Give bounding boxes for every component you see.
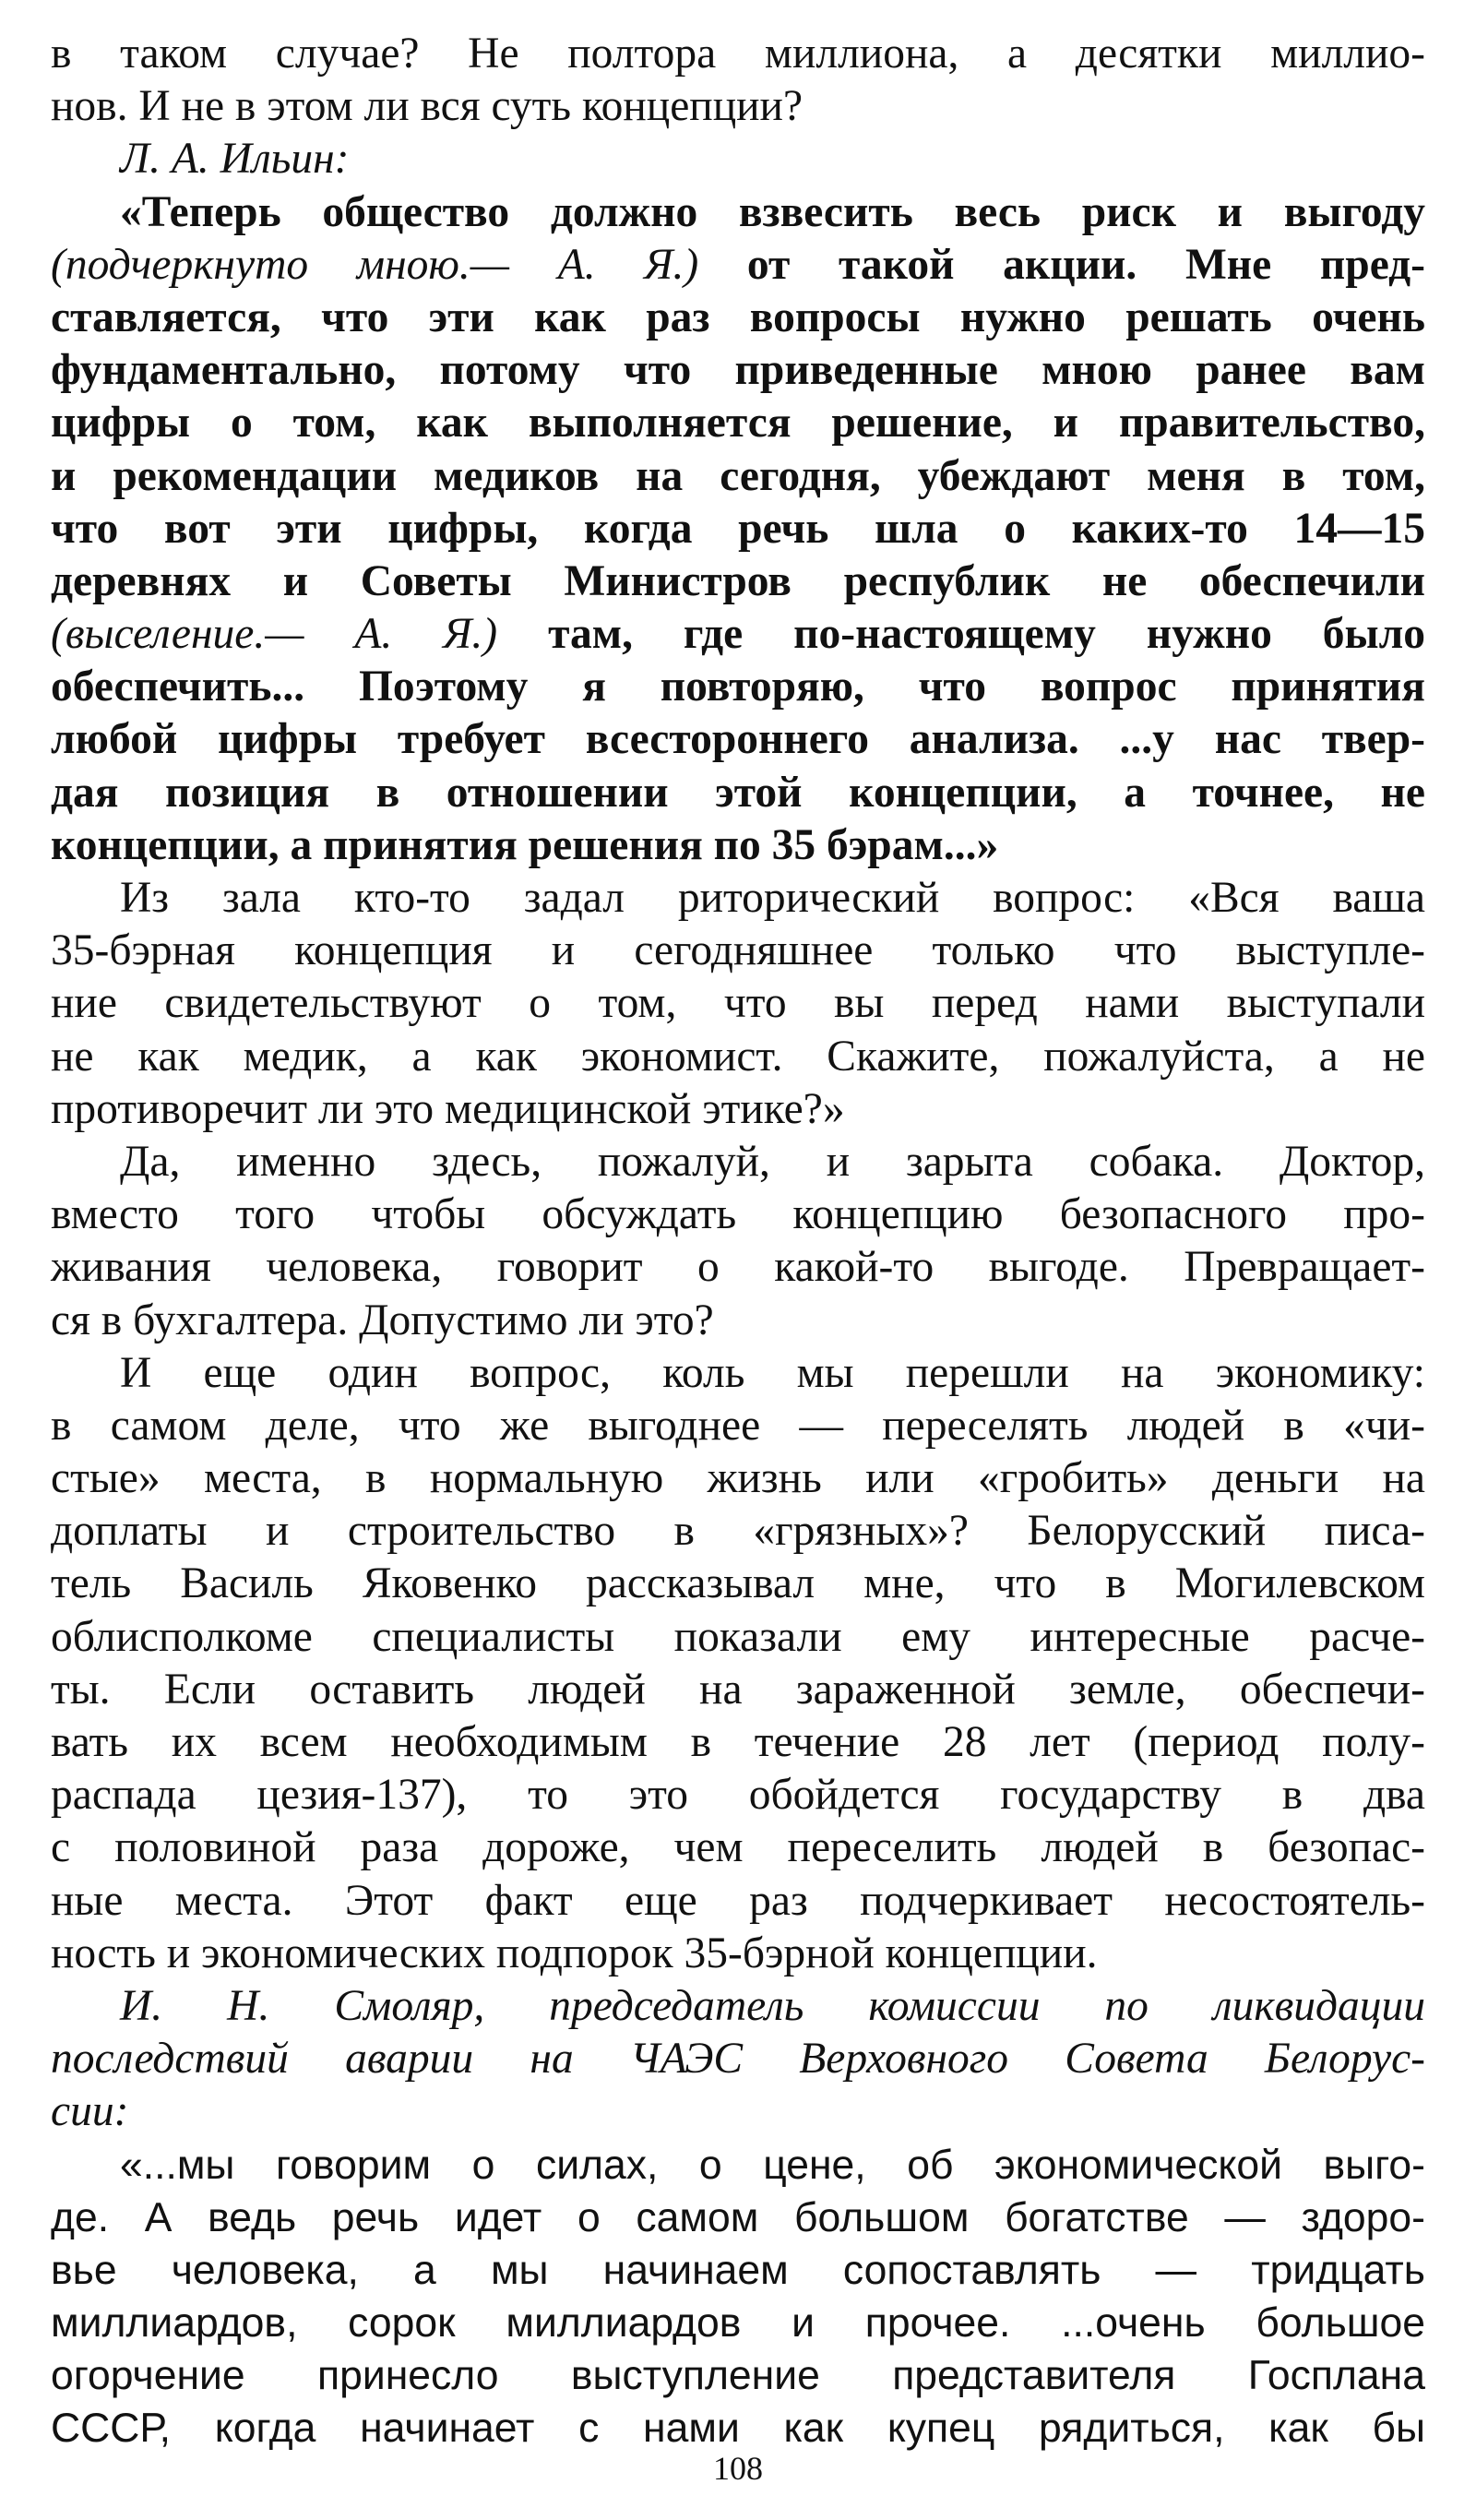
text-segment: не как медик, а как экономист. Скажите, пожалуйста, а не [51, 1032, 1425, 1081]
text-segment: Из зала кто-то задал риторический вопрос: «Вся ваша [120, 874, 1425, 922]
page-number: 108 [713, 2450, 763, 2487]
text-line [51, 292, 1425, 344]
text-segment: ставляется, что эти как раз вопросы нужно решать очень [51, 293, 1425, 341]
text-line [51, 1980, 1425, 2033]
text-line [51, 872, 1425, 925]
text-segment: от такой акции. Мне пред- [698, 240, 1425, 289]
text-line [51, 819, 1425, 872]
text-line [51, 2244, 1425, 2297]
text-segment: «...мы говорим о силах, о цене, об экономической выго- [120, 2142, 1425, 2188]
text-segment: и рекомендации медиков на сегодня, убеждают меня в том, [51, 451, 1425, 500]
text-segment: ты. Если оставить людей на зараженной земле, обеспечи- [51, 1665, 1425, 1714]
text-segment: 35-бэрная концепция и сегодняшнее только что выступле- [51, 926, 1425, 975]
text-segment: сии: [51, 2087, 129, 2136]
text-segment: деревнях и Советы Министров республик не обеспечили [51, 556, 1425, 605]
text-segment: с половиной раза дороже, чем переселить людей в безопас- [51, 1823, 1425, 1872]
text-line [51, 925, 1425, 977]
text-line [51, 767, 1425, 819]
text-segment: нов. И не в этом ли вся суть концепции? [51, 82, 803, 131]
text-segment: там, где по-настоящему нужно было [497, 610, 1426, 659]
text-line [51, 1558, 1425, 1610]
text-line [51, 713, 1425, 766]
text-line [51, 80, 1425, 133]
text-line [51, 1928, 1425, 1980]
text-line [51, 28, 1425, 80]
text-segment: «Теперь общество должно взвесить весь риск и выгоду [120, 187, 1425, 236]
text-segment: противоречит ли это медицинской этике?» [51, 1084, 845, 1133]
text-segment: дая позиция в отношении этой концепции, а точнее, не [51, 768, 1425, 817]
text-segment: И. Н. Смоляр, председатель комиссии по ликвидации [120, 1981, 1425, 2030]
text-segment: ся в бухгалтера. Допустимо ли это? [51, 1296, 714, 1344]
text-segment: ные места. Этот факт еще раз подчеркивает несостоятель- [51, 1876, 1425, 1925]
text-segment: ние свидетельствуют о том, что вы перед нами выступали [51, 979, 1425, 1028]
text-segment: Л. А. Ильин: [120, 135, 350, 184]
text-segment: тель Василь Яковенко рассказывал мне, что в Могилевском [51, 1559, 1425, 1608]
text-line [51, 2349, 1425, 2402]
text-segment: в таком случае? Не полтора миллиона, а десятки миллио- [51, 30, 1425, 78]
text-line [51, 1505, 1425, 1558]
text-line [51, 1136, 1425, 1188]
text-line [51, 1821, 1425, 1874]
text-segment: доплаты и строительство в «грязных»? Белорусский писа- [51, 1507, 1425, 1556]
text-segment: вать их всем необходимым в течение 28 лет (период полу- [51, 1718, 1425, 1766]
text-segment: вместо того чтобы обсуждать концепцию безопасного про- [51, 1190, 1425, 1239]
text-line [51, 2033, 1425, 2085]
text-line [51, 555, 1425, 608]
text-segment: Да, именно здесь, пожалуй, и зарыта собака. Доктор, [120, 1137, 1425, 1186]
text-segment: де. А ведь речь идет о самом большом богатстве — здоро- [51, 2194, 1425, 2240]
text-line [51, 1241, 1425, 1294]
text-line [51, 608, 1425, 661]
text-line [51, 1031, 1425, 1083]
text-segment: обеспечить... Поэтому я повторяю, что вопрос принятия [51, 663, 1425, 711]
text-line [51, 1083, 1425, 1136]
text-segment: фундаментально, потому что приведенные мною ранее вам [51, 346, 1425, 395]
text-segment: живания человека, говорит о какой-то выгоде. Превращает- [51, 1243, 1425, 1292]
text-line [51, 344, 1425, 397]
text-segment: любой цифры требует всестороннего анализа. ...у нас твер- [51, 715, 1425, 764]
text-segment: (подчеркнуто мною.— А. Я.) [51, 240, 699, 289]
text-line [51, 2139, 1425, 2192]
text-line [51, 450, 1425, 503]
text-line [51, 1188, 1425, 1241]
text-segment: огорчение принесло выступление представителя Госплана [51, 2353, 1425, 2399]
text-segment: последствий аварии на ЧАЭС Верховного Совета Белорус- [51, 2035, 1425, 2084]
text-segment: стые» места, в нормальную жизнь или «гробить» деньги на [51, 1454, 1425, 1503]
text-line [51, 1875, 1425, 1928]
text-line [51, 503, 1425, 555]
text-line [51, 1611, 1425, 1664]
text-segment: облисполкоме специалисты показали ему интересные расче- [51, 1612, 1425, 1661]
text-line [51, 397, 1425, 449]
text-segment: концепции, а принятия решения по 35 бэрам...» [51, 820, 999, 869]
text-line [51, 239, 1425, 292]
text-segment: распада цезия-137), то это обойдется государству в два [51, 1771, 1425, 1820]
text-line [51, 2297, 1425, 2349]
text-line [51, 186, 1425, 239]
text-line [51, 1400, 1425, 1452]
text-line [51, 2085, 1425, 2138]
text-line [51, 1716, 1425, 1769]
text-line [51, 2192, 1425, 2244]
text-segment: вье человека, а мы начинаем сопоставлять — тридцать [51, 2247, 1425, 2293]
text-line [51, 1664, 1425, 1716]
text-line [51, 1295, 1425, 1347]
text-segment: ность и экономических подпорок 35-бэрной концепции. [51, 1929, 1098, 1977]
text-segment: миллиардов, сорок миллиардов и прочее. ...очень большое [51, 2300, 1425, 2347]
text-segment: в самом деле, что же выгоднее — переселять людей в «чи- [51, 1401, 1425, 1450]
page-text [51, 28, 1425, 2455]
text-line [51, 1769, 1425, 1821]
text-line [51, 1452, 1425, 1505]
text-segment: И еще один вопрос, коль мы перешли на экономику: [120, 1348, 1425, 1397]
text-line [51, 1347, 1425, 1400]
text-segment: что вот эти цифры, когда речь шла о каких-то 14—15 [51, 504, 1425, 553]
text-line [51, 661, 1425, 713]
text-segment: (выселение.— А. Я.) [51, 610, 498, 659]
text-line [51, 2402, 1425, 2454]
text-segment: цифры о том, как выполняется решение, и правительство, [51, 399, 1425, 448]
text-line [51, 133, 1425, 185]
text-segment: СССР, когда начинает с нами как купец рядиться, как бы [51, 2406, 1425, 2452]
text-line [51, 977, 1425, 1030]
